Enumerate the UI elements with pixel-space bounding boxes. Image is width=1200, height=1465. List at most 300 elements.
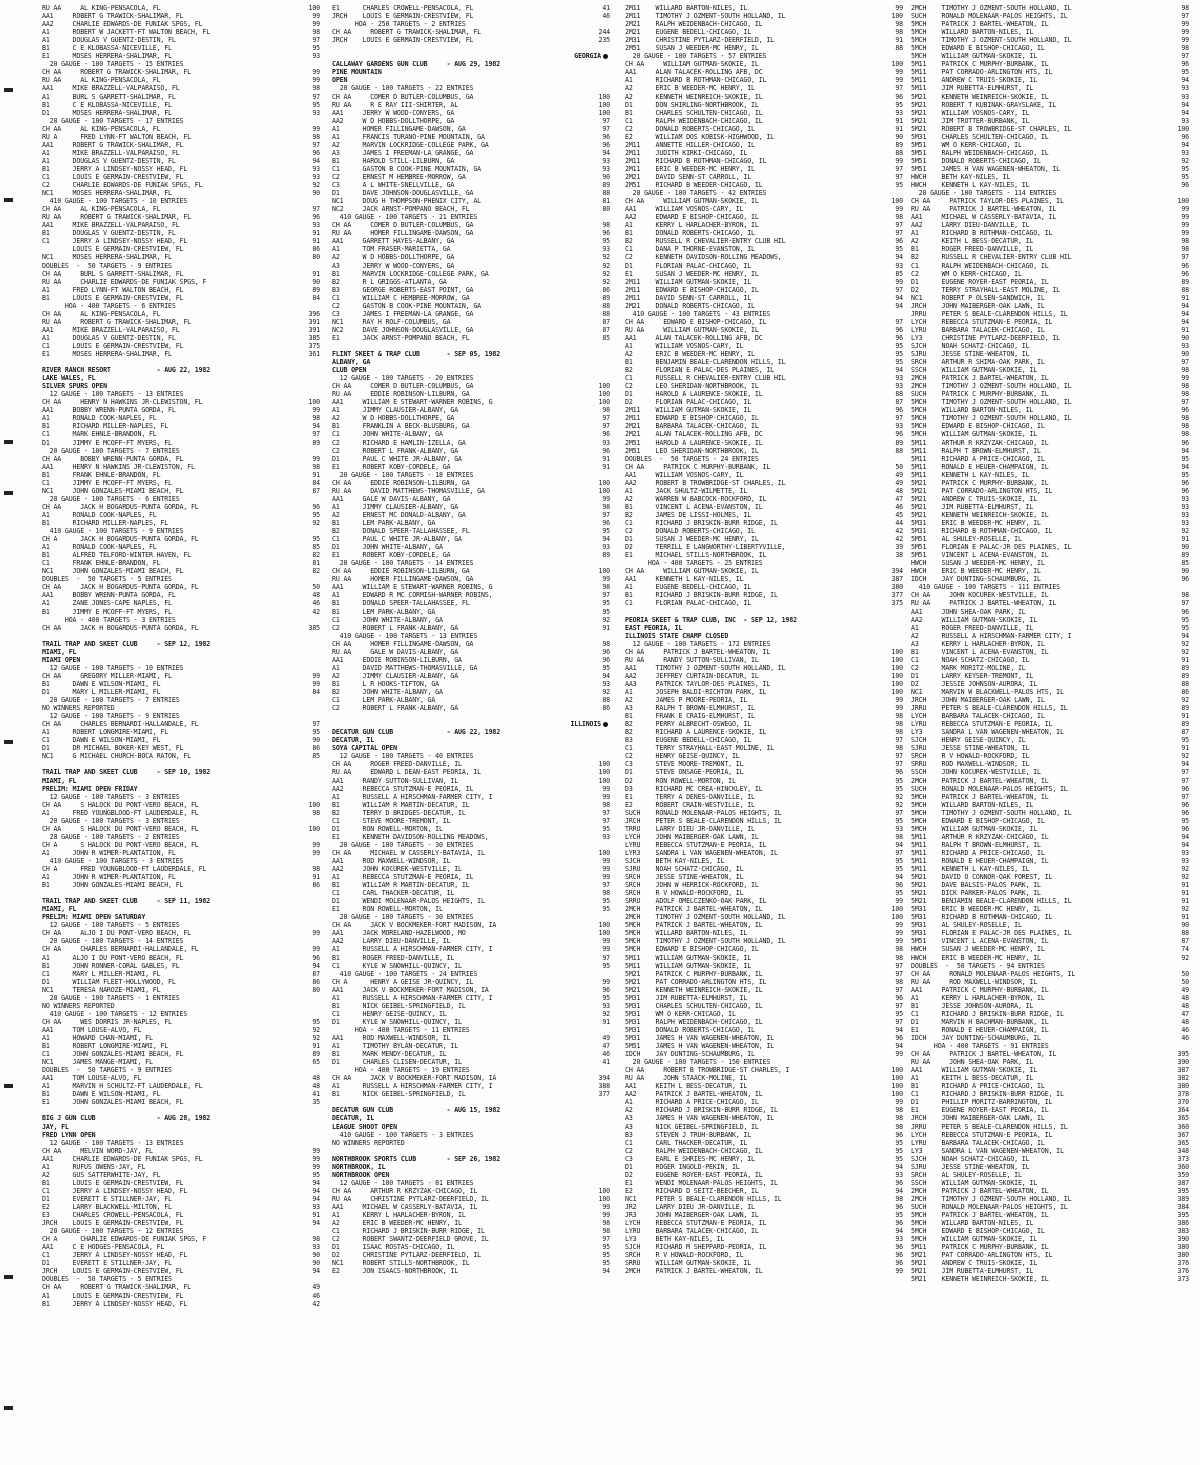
result-text: RU AA CHARLIE EDWARDS-DE FUNIAK SPGS, F: [42, 277, 207, 286]
result-score: 95: [602, 527, 610, 536]
result-score: 94: [312, 1178, 320, 1187]
result-line: [625, 455, 907, 463]
result-text: JR2 LARRY DIEU JR-DANVILLE, IL: [625, 1202, 755, 1211]
result-score: 94: [895, 1186, 903, 1195]
result-score: 95: [602, 1259, 610, 1268]
result-line: [625, 318, 907, 326]
result-line: [625, 205, 907, 213]
result-text: CH AA EDDIE ROBINSON-LILBURN, GA: [332, 567, 470, 576]
event-heading: [42, 382, 324, 390]
result-line: [42, 125, 324, 133]
result-text: CH AA JACK V BOCKMEKER-FORT MADISON, IA: [332, 1074, 497, 1083]
result-text: 410 GAUGE - 100 TARGETS - 3 ENTRIES: [332, 1130, 474, 1139]
result-text: 20 GAUGE - 100 TARGETS - 22 ENTRIES: [332, 84, 474, 93]
result-score: 97: [602, 808, 610, 817]
result-text: C1 RICHARD J BRISKIN-BURR RIDGE, IL: [911, 1009, 1064, 1018]
result-line: [42, 1203, 324, 1211]
result-text: 5MCH EDWARD E BISHOP-CHICAGO, IL: [625, 945, 759, 954]
result-line: [332, 905, 614, 913]
result-score: 90: [1181, 921, 1189, 930]
result-line: [42, 479, 324, 487]
result-score: 97: [895, 985, 903, 994]
result-text: B1 DAWN E WILSON-MIAMI, FL: [42, 679, 161, 688]
result-text: ILLINOIS STATE CHAMP CLOSED: [625, 631, 729, 640]
result-text: B2 DONALD SPEER-TALLAHASSEE, FL: [332, 527, 470, 536]
result-text: E1 JOHN GONZALES-MIAMI BEACH, FL: [42, 1098, 184, 1107]
result-score: 96: [602, 446, 610, 455]
result-score: 89: [312, 1050, 320, 1059]
result-text: AA1 WILLIAM GUTMAN-SKOKIE, IL: [911, 1066, 1038, 1075]
result-score: 93: [602, 156, 610, 165]
result-line: [332, 1251, 614, 1259]
result-text: A2 ERIC B WEEDER-MC HENRY, IL: [625, 84, 755, 93]
result-text: B1 RICHARD A PRICE-CHICAGO, IL: [911, 1082, 1045, 1091]
result-line: [332, 125, 614, 133]
result-line: [332, 487, 614, 495]
result-line: [332, 28, 614, 36]
result-line: [42, 1147, 324, 1155]
result-score: 96: [1181, 261, 1189, 270]
result-text: A1 MARVIN H SCHULTZ-FT LAUDERDALE, FL: [42, 1082, 203, 1091]
result-text: CH AA PATRICK TAYLOR-DES PLAINES, IL: [911, 197, 1064, 206]
result-line: [332, 1219, 614, 1227]
result-score: 395: [1177, 1186, 1189, 1195]
result-text: SJCH NOAH SCHATZ-CHICAGO, IL: [911, 1154, 1030, 1163]
result-text: C2 MARK MORITZ-MOLINE, IL: [911, 663, 1026, 672]
event-heading: [332, 366, 614, 374]
result-line: [625, 12, 907, 20]
result-text: SRCH AL SHULEY-ROSELLE, IL: [911, 1170, 1022, 1179]
result-text: B1 JOHN GONZALES-MIAMI BEACH, FL: [42, 881, 184, 890]
result-text: 12 GAUGE - 100 TARGETS - 3 ENTRIES: [42, 792, 180, 801]
result-score: 95: [602, 1243, 610, 1252]
result-text: 2M11 RICHARD B ROTHMAN-CHICAGO, IL: [625, 156, 767, 165]
result-score: 87: [602, 325, 610, 334]
result-score: 97: [895, 221, 903, 230]
result-text: A1 ZANE JONES-CAPE NAPLES, FL: [42, 599, 172, 608]
result-score: 46: [895, 502, 903, 511]
result-text: B3 GEORGE ROBERTS-EAST POINT, GA: [332, 285, 474, 294]
result-score: 370: [1177, 1098, 1189, 1107]
result-score: 98: [1181, 4, 1189, 12]
result-score: 100: [891, 60, 903, 69]
result-score: 45: [895, 510, 903, 519]
result-score: 97: [602, 881, 610, 890]
binding-mark: [4, 440, 13, 444]
result-text: CH A S HALOCK DU PONT-VERO BEACH, FL: [42, 840, 199, 849]
event-heading: [42, 374, 324, 382]
result-text: 5MCH WILLARD BARTON-NILES, IL: [625, 929, 748, 938]
result-line: [42, 680, 324, 688]
result-score: 96: [895, 1259, 903, 1268]
result-text: RU AA PATRICK J BARTEL-WHEATON, IL: [911, 205, 1057, 214]
result-score: 88: [1181, 285, 1189, 294]
result-text: 2M51 RICHARD B WEEDER-CHICAGO, IL: [625, 181, 763, 190]
result-text: AA1 ROBERT G TRAWICK-SHALIMAR, FL: [42, 140, 184, 149]
result-text: CH AA JACK H BOGARDUS-PUNTA GORDA, FL: [42, 583, 199, 592]
result-text: B2 PERRY ALBRECHT-OSWEGO, IL: [625, 720, 752, 729]
result-text: 5M21 DAVE BALSIS-PALOS PARK, IL: [911, 881, 1041, 890]
result-text: 5M11 PATRICK C MURPHY-BURBANK, IL: [911, 1243, 1049, 1252]
result-score: 389: [1177, 1194, 1189, 1203]
result-text: D1 STEVE ONSAGE-PEORIA, IL: [625, 768, 744, 777]
result-score: 95: [602, 993, 610, 1002]
result-line: [911, 1082, 1193, 1090]
result-text: SSCH WILLIAM GUTMAN-SKOKIE, IL: [911, 1178, 1038, 1187]
result-line: [42, 591, 324, 599]
result-text: C1 JOHN WHITE-ALBANY, GA: [332, 430, 443, 439]
result-score: 90: [312, 1251, 320, 1260]
result-line: [911, 495, 1193, 503]
result-line: [911, 1034, 1193, 1042]
result-text: CH AA ROBERT G TRAWICK-SHALIMAR, FL: [42, 1283, 191, 1292]
result-score: 91: [312, 237, 320, 246]
result-text: SJCH BETH KAY-NILES, IL: [625, 856, 725, 865]
result-text: LYRU BARBARA TALACEK-CHICAGO, IL: [911, 1138, 1045, 1147]
result-text: B1 HAROLD STILL-LILBURN, GA: [332, 156, 455, 165]
result-text: 5M21 KENNETH WEINREICH-SKOKIE, IL: [625, 985, 763, 994]
result-line: [911, 760, 1193, 768]
result-score: 94: [1181, 631, 1189, 640]
result-score: 98: [1181, 414, 1189, 423]
result-line: [911, 1139, 1193, 1147]
result-score: 85: [602, 333, 610, 342]
result-line: [42, 302, 324, 310]
result-line: [332, 760, 614, 768]
result-line: [911, 1090, 1193, 1098]
result-line: [625, 463, 907, 471]
result-text: 5M11 ARTHUR R KRZYZAK-CHICAGO, IL: [911, 832, 1049, 841]
result-line: [42, 624, 324, 632]
result-text: E1 JACK ARNST-POMPANO BEACH, FL: [332, 333, 470, 342]
result-line: [332, 326, 614, 334]
result-score: 96: [895, 881, 903, 890]
event-heading: [332, 1171, 614, 1179]
result-line: [911, 1026, 1193, 1034]
result-score: 95: [1181, 615, 1189, 624]
result-line: [911, 640, 1193, 648]
result-line: [625, 213, 907, 221]
result-line: [42, 881, 324, 889]
result-text: B1 LOUIS E GERMAIN-CRESTVIEW, FL: [42, 1178, 184, 1187]
result-score: 98: [602, 889, 610, 898]
result-score: 95: [895, 1146, 903, 1155]
result-score: 96: [1181, 269, 1189, 278]
result-text: A2 W D HOBBS-DOLLTHORPE, GA: [332, 414, 455, 423]
result-line: [332, 495, 614, 503]
result-line: [42, 986, 324, 994]
result-text: NC1 ROBERT P OLSEN-SANDWICH, IL: [911, 293, 1045, 302]
result-line: [911, 406, 1193, 414]
result-text: DOUBLES - 50 TARGETS - 94 ENTRIES: [911, 961, 1045, 970]
result-text: 2MCH TIMOTHY J OZMENT-SOUTH HOLLAND, IL: [911, 1194, 1072, 1203]
result-line: [332, 945, 614, 953]
result-score: 96: [895, 1202, 903, 1211]
result-score: 98: [1181, 430, 1189, 439]
result-score: 98: [895, 977, 903, 986]
result-line: [332, 1259, 614, 1267]
result-line: [625, 374, 907, 382]
result-line: [625, 1058, 907, 1066]
result-line: [625, 656, 907, 664]
result-text: A2 GUS SATTERWHITE-JAY, FL: [42, 1170, 161, 1179]
result-score: 97: [602, 591, 610, 600]
result-line: [911, 173, 1193, 181]
result-text: D1 WILLIAM FLEET-HOLLYWOOD, FL: [42, 977, 176, 986]
result-line: [42, 672, 324, 680]
result-score: 100: [598, 768, 610, 777]
result-text: A1 RUSSELL A HIRSCHMAN-FARMER CITY, I: [332, 945, 493, 954]
result-score: 95: [312, 44, 320, 53]
result-line: [42, 1018, 324, 1026]
result-line: [911, 551, 1193, 559]
result-score: 94: [895, 1162, 903, 1171]
result-text: B1 NICK GEIBEL-SPRINGFIELD, IL: [332, 1001, 466, 1010]
result-line: [625, 117, 907, 125]
result-score: 100: [598, 382, 610, 391]
result-line: [625, 294, 907, 302]
result-text: A1 RUSSELL A HIRSCHMAN-FARMER CITY, I: [332, 792, 493, 801]
result-text: C2 ERNEST M HEMBREE-MORROW, GA: [332, 172, 466, 181]
result-line: [42, 262, 324, 270]
result-line: [625, 1042, 907, 1050]
result-line: [42, 237, 324, 245]
result-text: JRCH LOUIS E GERMAIN-CRESTVIEW, FL: [332, 36, 474, 45]
result-text: 5M11 WILLIAM GUTMAN-SKOKIE, IL: [625, 953, 752, 962]
result-line: [911, 1058, 1193, 1066]
result-line: [911, 519, 1193, 527]
result-text: 20 GAUGE - 100 TARGETS - 7 ENTRIES: [42, 446, 180, 455]
result-line: [625, 575, 907, 583]
result-text: A1 HOWARD CHAN-MIAMI, FL: [42, 1034, 153, 1042]
result-score: 46: [312, 599, 320, 608]
result-line: [911, 583, 1193, 591]
result-text: RU AA HOMER FILLINGAME-DAWSON, GA: [332, 575, 474, 584]
result-text: SUCH RONALD MOLENAAR-PALOS HEIGHTS, IL: [911, 1202, 1068, 1211]
result-line: [42, 559, 324, 567]
result-score: 92: [312, 1025, 320, 1034]
result-score: 89: [1181, 671, 1189, 680]
result-score: 100: [598, 390, 610, 399]
result-line: [625, 414, 907, 422]
result-score: 98: [1181, 366, 1189, 375]
result-line: [332, 430, 614, 438]
result-score: 100: [598, 108, 610, 117]
result-text: AA1 WILLIAM VOSNOS-CARY, IL: [625, 470, 744, 479]
result-text: B1 LEM PARK-ALBANY, GA: [332, 607, 436, 616]
result-score: 94: [1181, 760, 1189, 769]
result-line: [42, 1106, 324, 1114]
result-score: 98: [1181, 245, 1189, 254]
result-text: SJRU JESSE STINE-WHEATON, IL: [911, 350, 1030, 359]
result-text: B1 FRANKLIN A BECK-BLUSBURG, GA: [332, 422, 470, 431]
result-line: [625, 857, 907, 865]
result-line: [625, 672, 907, 680]
result-line: [911, 1114, 1193, 1122]
event-heading: [332, 1123, 614, 1131]
result-line: [332, 439, 614, 447]
result-score: 99: [895, 1050, 903, 1059]
result-score: 98: [1181, 422, 1189, 431]
result-score: 99: [312, 12, 320, 21]
result-text: CH AA ROBERT B TROWBRIDGE-ST CHARLES, I: [625, 1066, 790, 1075]
result-line: [625, 1163, 907, 1171]
result-line: [911, 752, 1193, 760]
result-line: [332, 197, 614, 205]
result-line: [625, 439, 907, 447]
result-text: C1 LOUIS E GERMAIN-CRESTVIEW, FL: [42, 341, 184, 350]
result-line: [332, 1002, 614, 1010]
result-text: 5M11 RICHARD A PRICE-CHICAGO, IL: [911, 848, 1045, 857]
result-line: [625, 865, 907, 873]
event-heading: [332, 68, 614, 76]
result-line: [625, 777, 907, 785]
result-score: 92: [1181, 752, 1189, 761]
result-line: [42, 463, 324, 471]
result-score: 94: [602, 671, 610, 680]
result-text: 12 GAUGE - 100 TARGETS - 13 ENTRIES: [42, 390, 184, 399]
result-score: 97: [1181, 52, 1189, 61]
result-score: 382: [1177, 1074, 1189, 1083]
result-score: 89: [312, 438, 320, 447]
result-text: 5MCH TIMOTHY J OZMENT-SOUTH HOLLAND, IL: [911, 398, 1072, 407]
result-line: [625, 1171, 907, 1179]
result-line: [332, 36, 614, 44]
result-line: [42, 318, 324, 326]
result-score: 99: [1181, 221, 1189, 230]
result-text: E1 EUGENE ROYER-EAST PEORIA, IL: [911, 1106, 1049, 1115]
result-text: C2 KENNETH DAVIDSON-ROLLING MEADOWS,: [625, 253, 782, 262]
result-text: AA1 MIKE BRAZZELL-VALPARAISO, FL: [42, 84, 180, 93]
result-score: 98: [1181, 390, 1189, 399]
result-line: [911, 608, 1193, 616]
result-score: 95: [895, 1154, 903, 1163]
result-line: [625, 897, 907, 905]
event-heading: [42, 785, 324, 793]
result-text: C2 GASTON B COOK-PINE MOUNTAIN, GA: [332, 301, 481, 310]
result-text: 2M11 ERIC B WEEDER-MC HENRY, IL: [625, 164, 755, 173]
result-score: 380: [891, 583, 903, 592]
result-score: 44: [895, 519, 903, 527]
result-score: 97: [312, 92, 320, 101]
result-line: [42, 20, 324, 28]
result-score: 95: [895, 350, 903, 359]
result-text: C2 ROBERT L FRANK-ALBANY, GA: [332, 623, 459, 632]
result-text: 2MCH PATRICK J BARTEL-WHEATON, IL: [911, 1186, 1049, 1195]
result-text: RU AA JOHN STAACK-MOLINE, IL: [625, 1074, 748, 1083]
result-score: 100: [891, 1090, 903, 1099]
result-line: [911, 109, 1193, 117]
result-line: [625, 736, 907, 744]
result-text: 5MCH TIMOTHY J OZMENT-SOUTH HOLLAND, IL: [911, 808, 1072, 817]
result-text: D1 MARVIN H BACHMAN-BURBANK, IL: [911, 1017, 1049, 1026]
result-line: [332, 213, 614, 221]
result-text: 20 GAUGE - 100 TARGETS - 18 ENTRIES: [332, 470, 474, 479]
result-score: 96: [895, 237, 903, 246]
result-score: 98: [602, 502, 610, 511]
result-text: 2M51 SUSAN J WEEDER-MC HENRY, IL: [625, 44, 759, 53]
result-text: SRCH R V HOWALD-ROCKFORD, IL: [625, 889, 744, 898]
result-text: B2 RUSSELL R CHEVALIER-ENTRY CLUB HIL: [625, 237, 786, 246]
result-line: [911, 841, 1193, 849]
result-score: 99: [312, 1154, 320, 1163]
result-line: [625, 68, 907, 76]
result-score: 95: [895, 1211, 903, 1220]
event-heading: [42, 1114, 324, 1122]
result-text: D3 RICHARD MC CREA-HINCKLEY, IL: [625, 784, 763, 793]
result-line: [42, 873, 324, 881]
result-line: [911, 1050, 1193, 1058]
result-text: HWCH SUSAN J WEEDER-MC HENRY, IL: [911, 559, 1045, 568]
result-score: 80: [602, 205, 610, 214]
result-text: CH AA JACK H BOGARDUS-PUNTA GORDA, FL: [42, 502, 199, 511]
result-score: 95: [312, 510, 320, 519]
result-score: 93: [895, 1170, 903, 1179]
result-line: [625, 543, 907, 551]
result-text: 2MCH PATRICK J BARTEL-WHEATON, IL: [911, 374, 1049, 383]
result-score: 92: [1181, 953, 1189, 962]
result-score: 384: [1177, 1202, 1189, 1211]
result-line: [625, 1227, 907, 1235]
result-text: E1 TERRY A DENES-DANVILLE, IL: [625, 792, 755, 801]
result-text: D2 TERRILL E LANGWORTHY-LIBERTYVILLE,: [625, 543, 786, 552]
result-score: 86: [602, 285, 610, 294]
event-heading: [42, 656, 324, 664]
result-line: [911, 278, 1193, 286]
result-line: [911, 447, 1193, 455]
result-score: 98: [602, 800, 610, 809]
result-score: 95: [602, 599, 610, 608]
result-score: 100: [598, 92, 610, 101]
result-line: [911, 744, 1193, 752]
result-line: [911, 1106, 1193, 1114]
result-line: [625, 1026, 907, 1034]
result-text: B1 C E KLOBASSA-NICEVILLE, FL: [42, 44, 172, 53]
result-line: [911, 398, 1193, 406]
result-line: [911, 262, 1193, 270]
result-line: [332, 447, 614, 455]
result-score: 98: [602, 639, 610, 648]
result-line: [625, 937, 907, 945]
result-text: AA1 ROD MAXWELL-WINDSOR, IL: [332, 1034, 451, 1042]
result-text: AA1 BOBBY WRENN-PUNTA GORDA, FL: [42, 406, 176, 415]
result-score: 99: [312, 76, 320, 85]
result-line: [42, 801, 324, 809]
result-score: 99: [895, 277, 903, 286]
result-text: 28 GAUGE - 100 TARGETS - 6 ENTRIES: [42, 494, 180, 503]
result-score: 95: [1181, 623, 1189, 632]
result-score: 49: [312, 1283, 320, 1292]
result-line: [332, 1082, 614, 1090]
result-line: [332, 1267, 614, 1275]
result-line: [625, 237, 907, 245]
result-line: [42, 173, 324, 181]
result-line: [911, 712, 1193, 720]
result-text: AA1 MIKE BRAZZELL-VALPARAISO, FL: [42, 221, 180, 230]
result-line: [625, 1155, 907, 1163]
result-line: [332, 1066, 614, 1074]
binding-mark: [4, 491, 13, 495]
result-line: [332, 672, 614, 680]
result-score: 100: [598, 776, 610, 785]
result-text: CH AA JACK H BOGARDUS-PUNTA GORDA, FL: [42, 623, 199, 632]
result-line: [332, 310, 614, 318]
result-line: [332, 342, 614, 350]
result-line: [625, 4, 907, 12]
result-text: A1 LOUIS E GERMAIN-CRESTVIEW, FL: [42, 1291, 184, 1300]
result-line: [332, 680, 614, 688]
result-text: 5MCH WILLARD BARTON-NILES, IL: [911, 1219, 1034, 1228]
